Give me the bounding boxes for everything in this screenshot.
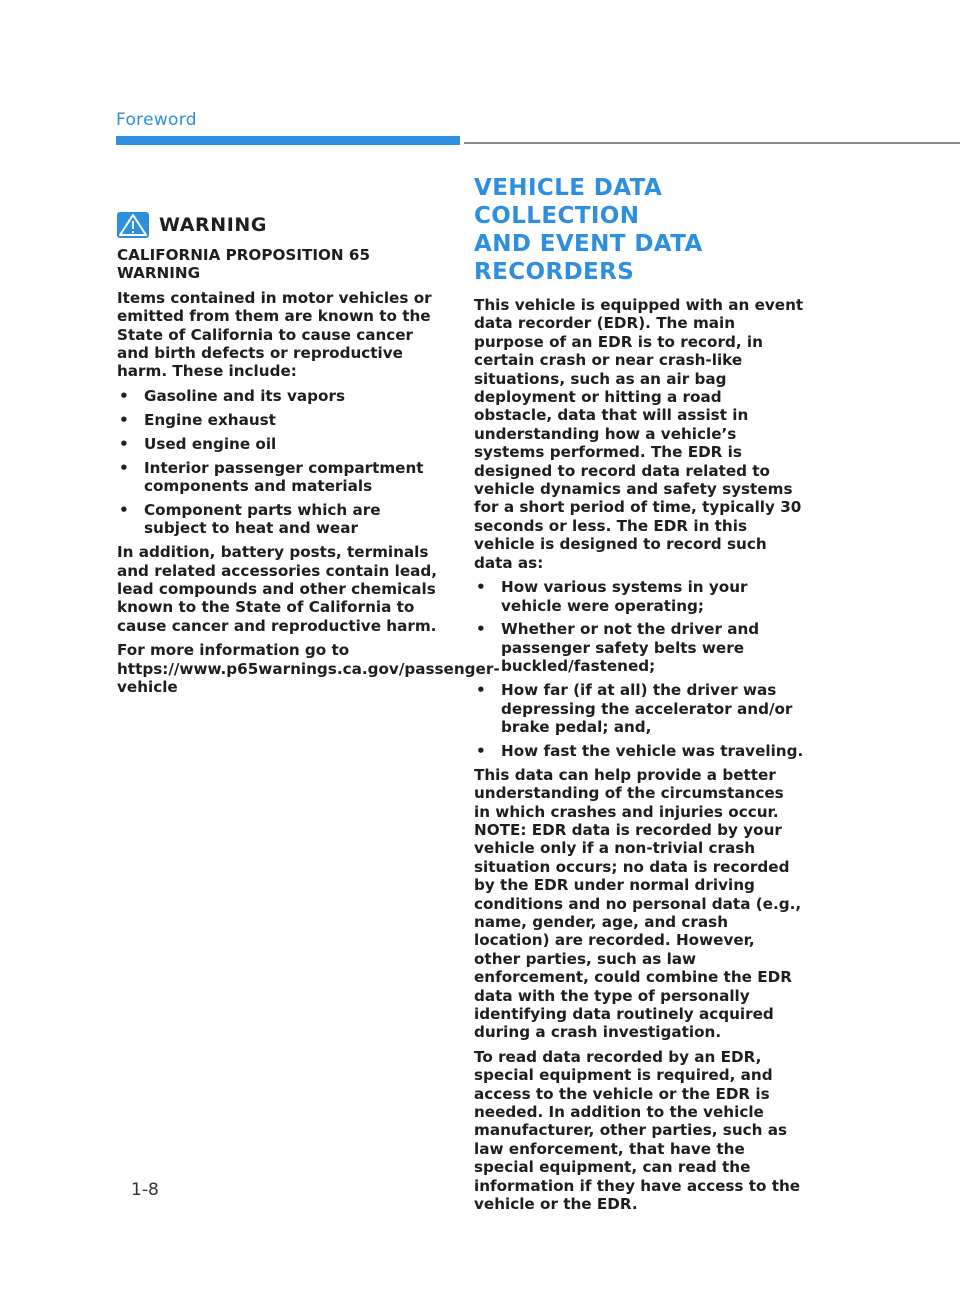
list-item: • How various systems in your vehicle were operating; [474, 578, 804, 615]
section-header-title: Foreword [116, 110, 197, 130]
edr-column [474, 174, 804, 1220]
warning-addition: In addition, battery posts, terminals and related accessories contain lead, lead compounds and other chemicals known to the State of California to cause cancer and reproductive harm. [117, 543, 438, 635]
edr-title-line: AND EVENT DATA [474, 231, 703, 257]
edr-intro: This vehicle is equipped with an event data recorder (EDR). The main purpose of an EDR is to record, in certain crash or near crash-like situations, such as an air bag deployment or hitting a road obstacle, data that will assist in understanding how a vehicle’s systems performed. The EDR is designed to record data related to vehicle dynamics and safety systems for a short period of time, typically 30 seconds or less. The EDR in this vehicle is designed to record such data as: [474, 296, 804, 572]
warning-triangle-icon [117, 212, 149, 238]
list-item: • Whether or not the driver and passenger safety belts were buckled/fastened; [474, 620, 804, 675]
edr-section-title [474, 174, 804, 286]
warning-label: WARNING [159, 213, 268, 236]
edr-title-line: RECORDERS [474, 259, 635, 285]
warning-list [117, 387, 447, 538]
edr-paragraph: This data can help provide a better understanding of the circumstances in which crashes and injuries occur. NOTE: EDR data is recorded by your vehicle only if a non-trivial crash situation occurs; no data is recorded by the EDR under normal driving conditions and no personal data (e.g., name, gender, age, and crash location) are recorded. However, other parties, such as law enforcement, could combine the EDR data with the type of personally identifying data routinely acquired during a crash investigation. [474, 765, 802, 1042]
header-rule-gray [464, 142, 960, 144]
header-rule-accent [116, 136, 460, 145]
edr-list [474, 578, 804, 760]
warning-intro: Items contained in motor vehicles or emitted from them are known to the State of California to cause cancer and birth defects or reproductive harm. These include: [117, 288, 432, 381]
list-item: • Used engine oil [117, 435, 447, 453]
list-item: • Engine exhaust [117, 411, 447, 429]
warning-heading [117, 212, 447, 238]
list-item: • How far (if at all) the driver was depressing the accelerator and/or brake pedal; and, [474, 681, 804, 736]
list-item: • Interior passenger compartment components and materials [117, 459, 447, 496]
list-item: • Component parts which are subject to heat and wear [117, 501, 447, 538]
warning-more-info: For more information go to https://www.p65warnings.ca.gov/passenger-vehicle [117, 641, 500, 697]
prop65-title: CALIFORNIA PROPOSITION 65 WARNING [117, 246, 371, 283]
warning-column [117, 212, 500, 702]
list-item: • Gasoline and its vapors [117, 387, 447, 405]
page-number: 1-8 [131, 1180, 159, 1200]
list-item: • How fast the vehicle was traveling. [474, 742, 804, 760]
edr-paragraph: To read data recorded by an EDR, special equipment is required, and access to the vehicle or the EDR is needed. In addition to the vehicle manufacturer, other parties, such as law enforcement, that have the special equipment, can read the information if they have access to the vehicle or the EDR. [474, 1047, 801, 1214]
edr-title-line: VEHICLE DATA COLLECTION [474, 175, 663, 229]
